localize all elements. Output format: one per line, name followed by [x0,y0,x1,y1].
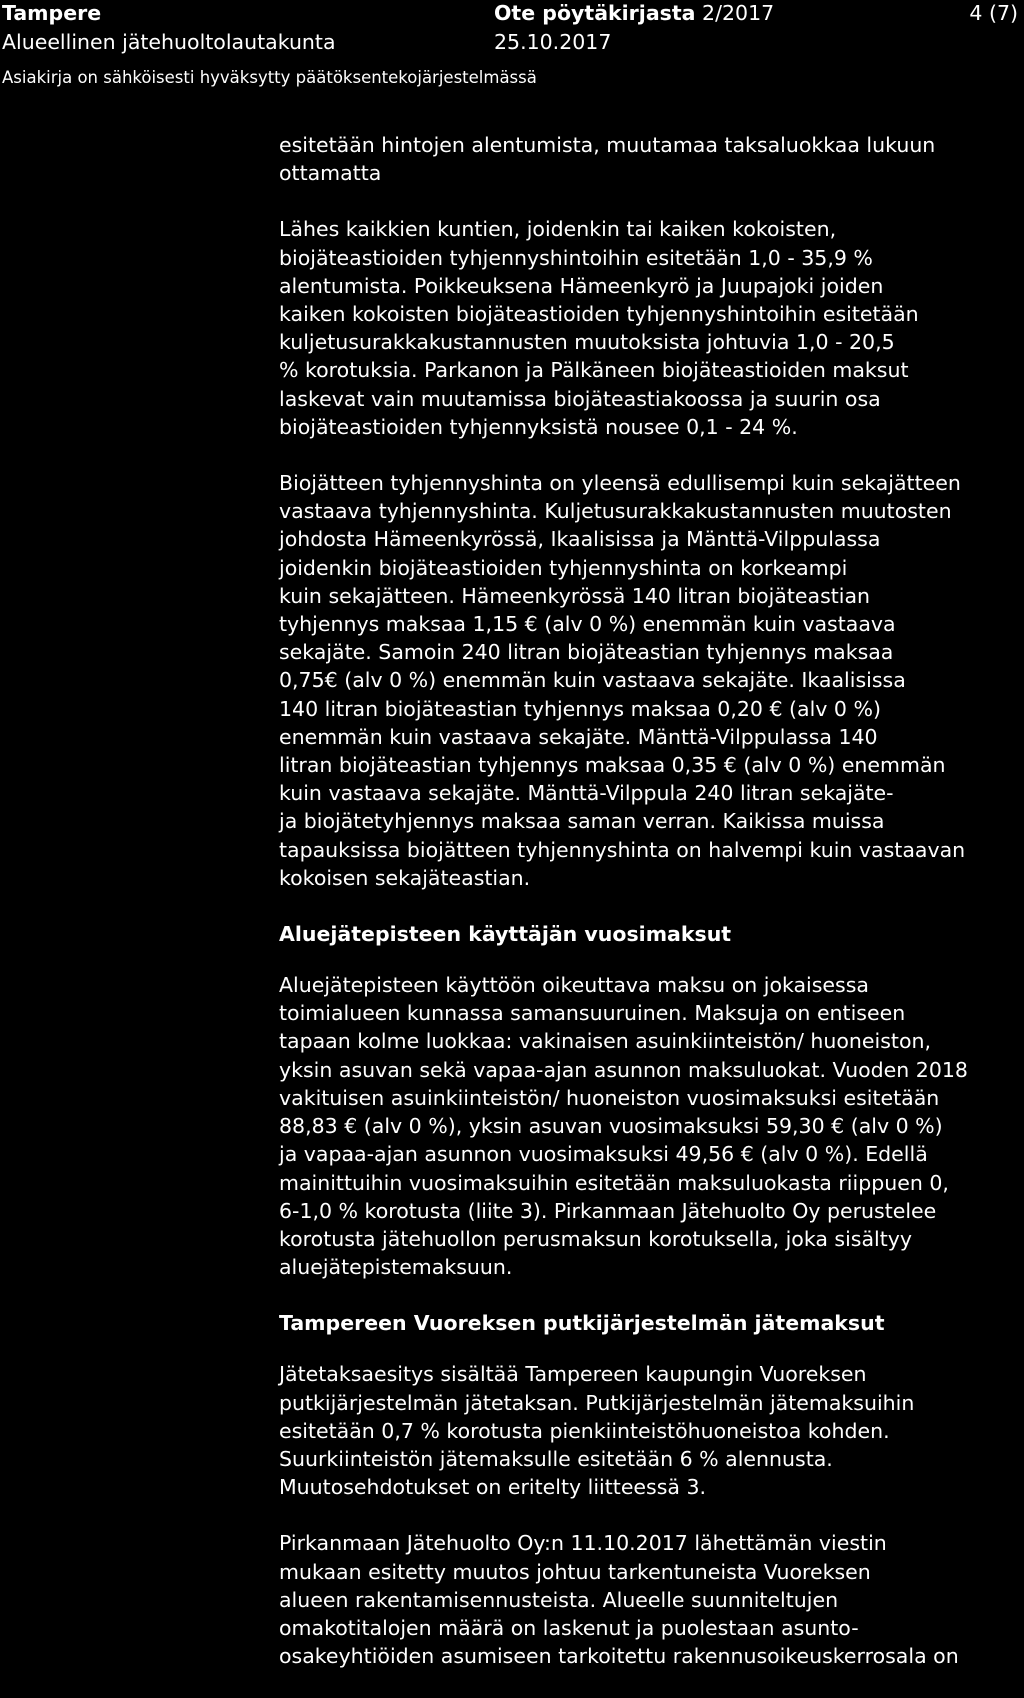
organization-name: Tampere [2,1,102,25]
approval-note: Asiakirja on sähköisesti hyväksytty päätöksentekojärjestelmässä [2,68,537,87]
text-line: 140 litran biojäteastian tyhjennys maksaa 0,20 € (alv 0 %) [279,696,881,721]
paragraph-vuores-reasoning [279,1529,1019,1670]
text-line: mukaan esitetty muutos johtuu tarkentuneista Vuoreksen [279,1559,871,1584]
text-line: laskevat vain muutamissa biojäteastiakoossa ja suurin osa [279,386,881,411]
text-line: Suurkiinteistön jätemaksulle esitetään 6 % alennusta. [279,1446,833,1471]
text-line: mainittuihin vuosimaksuihin esitetään maksuluokasta riippuen 0, [279,1170,949,1195]
text-line: aluejätepistemaksuun. [279,1255,513,1280]
text-line: johdosta Hämeenkyrössä, Ikaalisissa ja Mänttä-Vilppulassa [279,527,881,552]
text-line: Jätetaksaesitys sisältää Tampereen kaupungin Vuoreksen [279,1362,867,1387]
text-line: 0,75€ (alv 0 %) enemmän kuin vastaava sekajäte. Ikaalisissa [279,668,906,693]
text-line: tyhjennys maksaa 1,15 € (alv 0 %) enemmän kuin vastaava [279,612,896,637]
text-line: 88,83 € (alv 0 %), yksin asuvan vuosimaksuksi 59,30 € (alv 0 %) [279,1114,943,1139]
text-line: biojäteastioiden tyhjennyksistä nousee 0,1 - 24 %. [279,414,798,439]
text-line: biojäteastioiden tyhjennyshintoihin esitetään 1,0 - 35,9 % [279,245,873,270]
text-line: alentumista. Poikkeuksena Hämeenkyrö ja Juupajoki joiden [279,273,884,298]
text-line: osakeyhtiöiden asumiseen tarkoitettu rakennusoikeuskerrosala on [279,1644,959,1669]
text-line: ja biojätetyhjennys maksaa saman verran. Kaikissa muissa [279,809,885,834]
text-line: omakotitalojen määrä on laskenut ja puolestaan asunto- [279,1615,859,1640]
text-line: sekajäte. Samoin 240 litran biojäteastian tyhjennys maksaa [279,640,894,665]
text-line: esitetään 0,7 % korotusta pienkiinteistöhuoneistoa kohden. [279,1418,890,1443]
text-line: Aluejätepisteen käyttöön oikeuttava maksu on jokaisessa [279,973,869,998]
text-line: Lähes kaikkien kuntien, joidenkin tai kaiken kokoisten, [279,217,837,242]
paragraph-vuores-fees [279,1360,1019,1501]
text-line: esitetään hintojen alentumista, muutamaa taksaluokkaa lukuun [279,133,936,157]
text-line: vakituisen asuinkiinteistön/ huoneiston vuosimaksuksi esitetään [279,1085,940,1110]
text-line: putkijärjestelmän jätetaksan. Putkijärjestelmän jätemaksuihin [279,1390,915,1415]
text-line: ottamatta [279,161,382,186]
section-heading-regional-waste-point: Aluejätepisteen käyttäjän vuosimaksut [279,922,732,947]
text-line: joidenkin biojäteastioiden tyhjennyshinta on korkeampi [279,555,848,580]
document-title [494,1,774,26]
text-line: yksin asuvan sekä vapaa-ajan asunnon maksuluokat. Vuoden 2018 [279,1057,968,1082]
text-line: toimialueen kunnassa samansuuruinen. Maksuja on entiseen [279,1001,906,1026]
text-line: % korotuksia. Parkanon ja Pälkäneen biojäteastioiden maksut [279,358,909,383]
text-line: Biojätteen tyhjennyshinta on yleensä edullisempi kuin sekajätteen [279,471,961,496]
text-line: korotusta jätehuollon perusmaksun korotuksella, joka sisältyy [279,1226,913,1251]
text-line: vastaava tyhjennyshinta. Kuljetusurakkakustannusten muutosten [279,499,952,524]
paragraph-biowaste-prices [279,215,1019,441]
page-number: 4 (7) [969,1,1018,25]
text-line: kokoisen sekajäteastian. [279,865,531,890]
text-line: kaiken kokoisten biojäteastioiden tyhjennyshintoihin esitetään [279,302,919,327]
text-line: tapaan kolme luokkaa: vakinaisen asuinkiinteistön/ huoneiston, [279,1029,931,1054]
text-line: kuljetusurakkakustannusten muutoksista johtuvia 1,0 - 20,5 [279,330,895,355]
text-line: kuin sekajätteen. Hämeenkyrössä 140 litran biojäteastian [279,583,871,608]
paragraph-regional-waste-point-fees [279,971,1019,1281]
text-line: 6-1,0 % korotusta (liite 3). Pirkanmaan Jätehuolto Oy perustelee [279,1198,937,1223]
text-line: kuin vastaava sekajäte. Mänttä-Vilppula 240 litran sekajäte- [279,781,894,806]
document-body [279,131,1019,1698]
section-heading-vuores-pipe-system: Tampereen Vuoreksen putkijärjestelmän jätemaksut [279,1311,885,1336]
text-line: Muutosehdotukset on eritelty liitteessä 3. [279,1475,707,1500]
paragraph-biowaste-vs-mixed [279,469,1019,892]
document-date: 25.10.2017 [494,30,612,54]
document-header [0,0,1024,87]
text-line: tapauksissa biojätteen tyhjennyshinta on halvempi kuin vastaavan [279,837,966,862]
text-line: litran biojäteastian tyhjennys maksaa 0,35 € (alv 0 %) enemmän [279,753,946,778]
paragraph-price-decrease-intro [279,131,1019,187]
committee-name: Alueellinen jätehuoltolautakunta [2,30,336,54]
document-number: 2/2017 [702,1,775,25]
text-line: Pirkanmaan Jätehuolto Oy:n 11.10.2017 lähettämän viestin [279,1531,887,1556]
document-label: Ote pöytäkirjasta [494,1,696,25]
text-line: ja vapaa-ajan asunnon vuosimaksuksi 49,56 € (alv 0 %). Edellä [279,1142,928,1167]
text-line: enemmän kuin vastaava sekajäte. Mänttä-Vilppulassa 140 [279,724,878,749]
text-line: alueen rakentamisennusteista. Alueelle suunniteltujen [279,1587,839,1612]
